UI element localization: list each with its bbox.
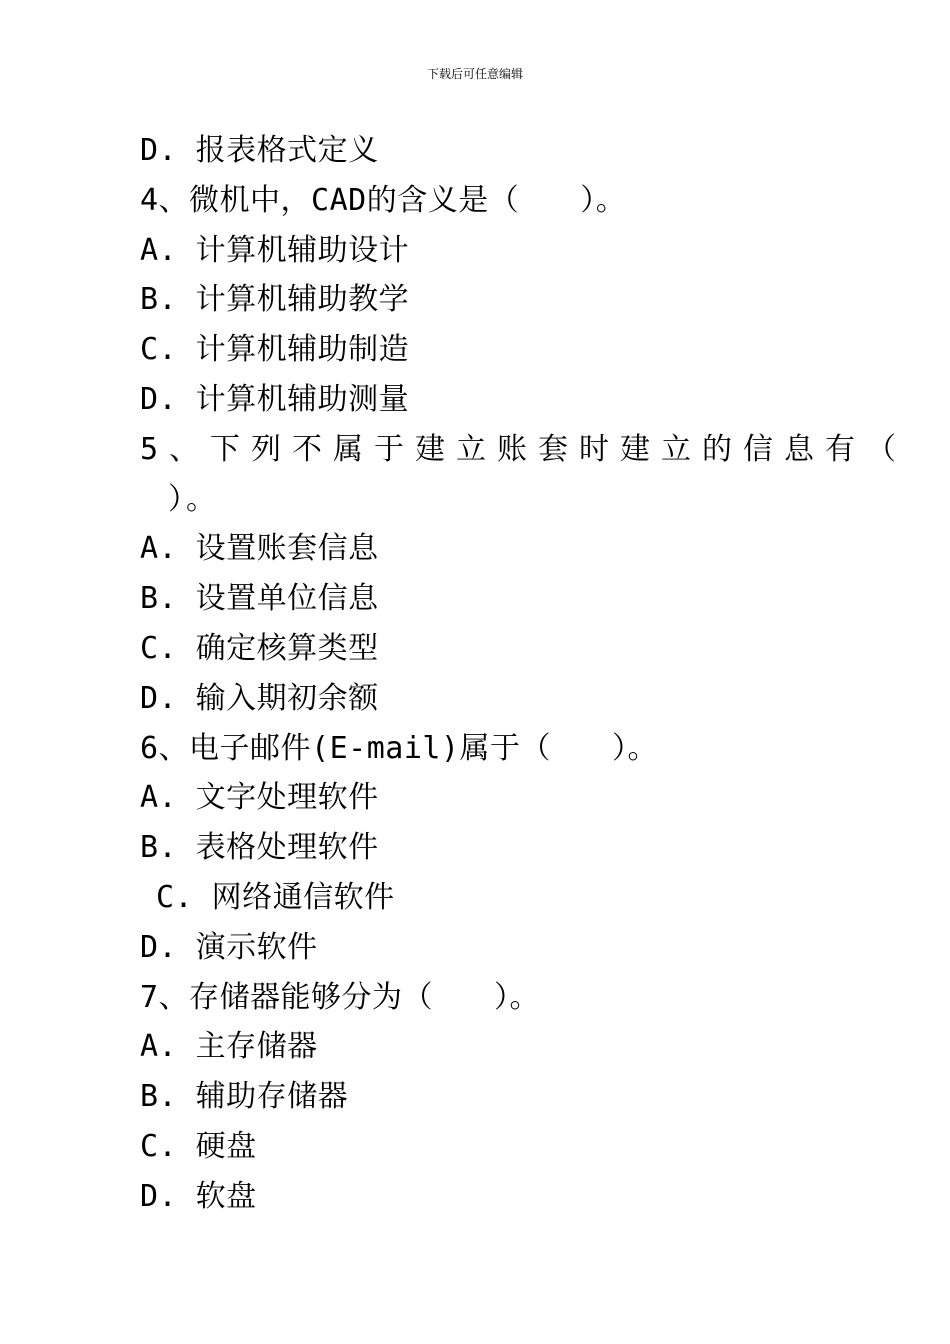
option-line: D. 软盘 <box>140 1178 257 1214</box>
option-line: B. 表格处理软件 <box>140 830 379 866</box>
page-header-note: 下载后可任意编辑 <box>426 67 523 81</box>
option-line: B. 计算机辅助教学 <box>140 282 410 318</box>
question-list <box>140 126 908 1222</box>
option-line: B. 设置单位信息 <box>140 581 379 617</box>
option-line: C. 计算机辅助制造 <box>140 332 410 368</box>
option-line: D. 计算机辅助测量 <box>140 381 410 417</box>
question-line: 6、电子邮件(E-mail)属于（ ）。 <box>140 730 659 766</box>
option-line: A. 文字处理软件 <box>140 780 379 816</box>
option-line: A. 主存储器 <box>140 1029 318 1065</box>
question-line: 7、存储器能够分为（ ）。 <box>140 979 541 1015</box>
option-line: D. 演示软件 <box>140 929 318 965</box>
question-line: 4、微机中，CAD的含义是（ ）。 <box>140 182 627 218</box>
option-line: A. 计算机辅助设计 <box>140 232 410 268</box>
question-line-continuation: ）。 <box>168 481 219 517</box>
option-line: C. 网络通信软件 <box>156 879 395 915</box>
option-line: B. 辅助存储器 <box>140 1079 349 1115</box>
option-line: A. 设置账套信息 <box>140 531 379 567</box>
question-line: 5、下列不属于建立账套时建立的信息有（ <box>140 431 908 467</box>
option-line: C. 确定核算类型 <box>140 630 379 666</box>
option-line: D. 报表格式定义 <box>140 133 379 168</box>
option-line: D. 输入期初余额 <box>140 680 379 716</box>
option-line: C. 硬盘 <box>140 1128 257 1164</box>
